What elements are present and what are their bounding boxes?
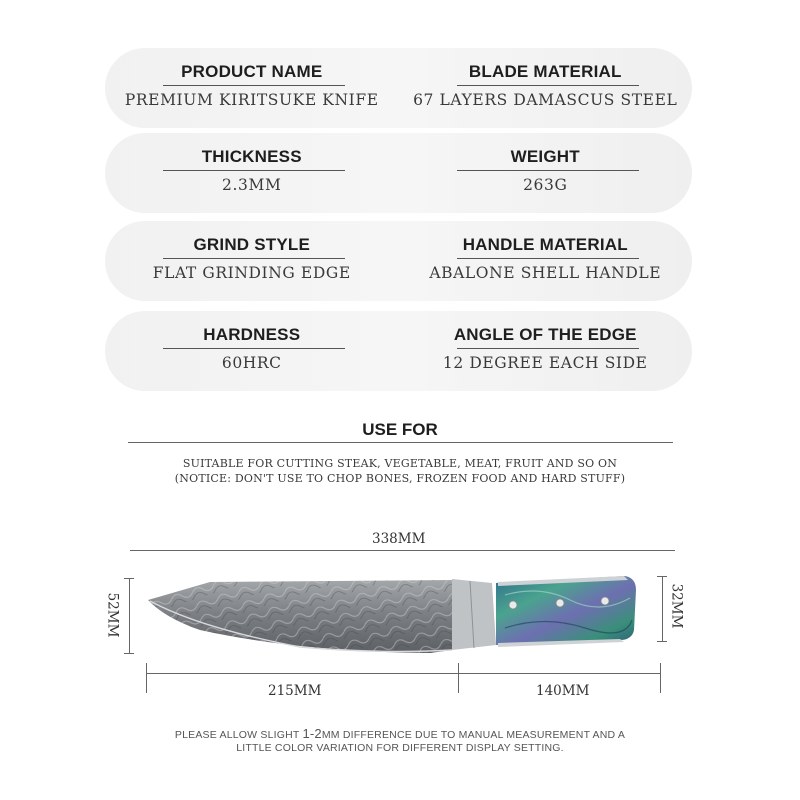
spec-label: BLADE MATERIAL [468,62,622,81]
spec-row-2 [105,133,692,213]
spec-label: HANDLE MATERIAL [462,235,628,254]
blade-height-bottom-tick [124,653,134,654]
note-post: MM DIFFERENCE DUE TO MANUAL MEASUREMENT AND A [321,729,626,741]
blade-length-label: 215MM [268,683,322,699]
spec-value: 2.3MM [222,176,282,194]
handle-height-line [662,576,663,641]
spec-underline [457,170,639,171]
use-for-divider [128,442,673,443]
spec-row-1 [105,48,692,128]
blade-height-label: 52MM [104,592,121,638]
blade-length-left-tick [146,663,147,693]
blade-handle-divider-tick [458,663,459,693]
spec-underline [163,85,345,86]
spec-label: ANGLE OF THE EDGE [453,325,637,344]
spec-underline [457,258,639,259]
spec-grind-style [105,221,399,301]
bolster [452,579,496,650]
handle-height-label: 32MM [668,583,685,629]
spec-row-3 [105,221,692,301]
spec-weight [399,133,693,213]
spec-label: THICKNESS [201,147,302,166]
use-for-line-1: SUITABLE FOR CUTTING STEAK, VEGETABLE, MEAT, FRUIT AND SO ON [182,457,618,470]
spec-label: GRIND STYLE [193,235,310,254]
measurement-note [0,726,800,741]
spec-value: PREMIUM KIRITSUKE KNIFE [124,91,379,109]
spec-value: ABALONE SHELL HANDLE [429,264,662,282]
handle-height-bottom-tick [657,641,667,642]
color-variation-note: LITTLE COLOR VARIATION FOR DIFFERENT DISPLAY SETTING. [236,742,564,754]
spec-underline [457,348,639,349]
handle-length-label: 140MM [536,683,590,699]
rivet [509,601,517,609]
spec-handle-material [399,221,693,301]
spec-underline [163,170,345,171]
spec-label: HARDNESS [203,325,301,344]
spec-hardness [105,311,399,391]
spec-product-name [105,48,399,128]
handle-length-right-tick [660,663,661,693]
blade-height-line [129,578,130,653]
spec-edge-angle [399,311,693,391]
spec-label: PRODUCT NAME [181,62,323,81]
blade-damascus-pattern [148,580,452,653]
spec-underline [163,348,345,349]
dimension-baseline [146,673,660,674]
total-length-line [130,550,675,551]
note-range: 1-2 [302,726,322,741]
use-for-title: USE FOR [362,420,438,439]
blade-edge [150,601,452,651]
rivet [601,597,609,605]
spec-blade-material [399,48,693,128]
total-length-label: 338MM [372,531,426,547]
rivet [556,599,564,607]
spec-value: 67 LAYERS DAMASCUS STEEL [413,91,678,109]
spec-value: 60HRC [221,354,282,372]
spec-value: FLAT GRINDING EDGE [152,264,351,282]
note-pre: PLEASE ALLOW SLIGHT [174,729,303,741]
blade [148,580,452,653]
spec-row-4 [105,311,692,391]
spec-underline [457,85,639,86]
spec-label: WEIGHT [510,147,580,166]
spec-underline [163,258,345,259]
handle [496,576,636,645]
spec-value: 12 DEGREE EACH SIDE [442,354,648,372]
spec-thickness [105,133,399,213]
use-for-notice: (NOTICE: DON'T USE TO CHOP BONES, FROZEN FOOD AND HARD STUFF) [174,472,626,485]
spec-value: 263G [523,176,568,194]
